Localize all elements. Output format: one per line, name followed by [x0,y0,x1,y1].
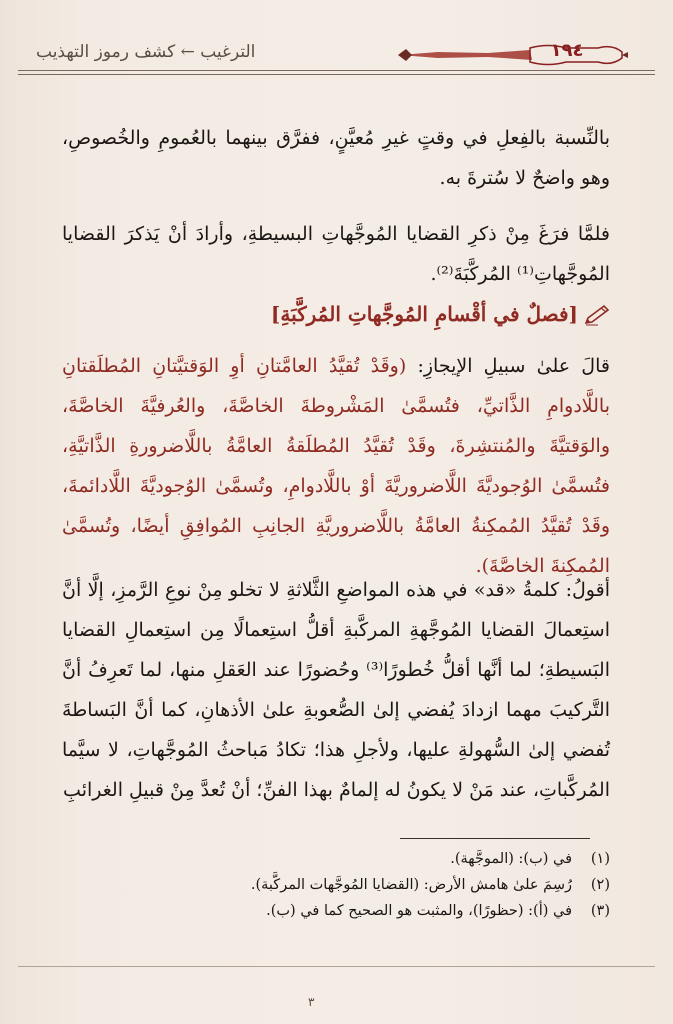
footnote: (٢)رُسِمَ علىٰ هامش الأرض: (القضايا المُوجَّهات المركَّبة). [250,877,610,893]
header-rule-double [18,74,655,75]
page-number: ١٩٤ [550,40,584,61]
footnote: (٣)في (أ): (حظورًا)، والمثبت هو الصحيح كما في (ب). [266,903,610,919]
section-heading-text: [فصلٌ في أقْسامِ المُوجَّهاتِ المُركَّبَةِ] [270,302,578,326]
header-rule [18,70,655,71]
paragraph-2: فلمَّا فرَغَ مِنْ ذكرِ القضايا المُوجَّهاتِ البسيطةِ، وأرادَ أنْ يَذكرَ القضايا المُوجَّهاتِ⁽¹⁾ المُركَّبَةَ⁽²⁾. [62,223,610,285]
page-header [18,30,655,82]
paragraph-1: بالنِّسبة بالفِعلِ في وقتٍ غيرِ مُعيَّنٍ، ففرَّق بينهما بالعُمومِ والخُصوصِ، وهو واضحٌ لا سُترةَ به. [62,127,610,189]
footnote-separator [400,838,590,839]
paragraph-4: أقولُ: كلمةُ «قد» في هذه المواضعِ الثَّلاثةِ لا تخلو مِنْ نوعِ الرَّمزِ، إلَّا أنَّ استِعمالَ القضايا المُوجَّهةِ المركَّبةِ أقلُّ استِعمالًا مِن استِعمالِ القضايا البَسيطةِ؛ لما أنَّها أقلُّ خُطورًا⁽³⁾ وحُضورًا عند العَقلِ منها، لما تَعرِفُ أنَّ التَّركيبَ مهما ازدادَ يُفضي إلىٰ الصُّعوبةِ علىٰ الأذهانِ، كما أنَّ البَساطةَ تُفضي إلىٰ السُّهولةِ عليها، ولأجلِ هذا؛ تكادُ مَباحثُ المُوجَّهاتِ، لا سيَّما المُركَّباتِ، عند مَنْ لا يكونُ له إلمامٌ بهذا الفنِّ؛ أنْ تُعدَّ مِنْ قبيلِ الغرائبِ [62,579,611,801]
bottom-mark: ٣ [308,995,315,1009]
footnotes [62,846,610,924]
pen-icon [584,304,610,326]
running-title: الترغيب ← كشف رموز التهذيب [36,42,256,62]
quote-lead: قالَ علىٰ سبيلِ الإيجازِ: [406,355,610,377]
paragraph-3 [62,346,610,586]
footnote: (١)في (ب): (الموجَّهة). [450,851,610,867]
bottom-rule [18,966,655,967]
matn-quote: (وقَدْ تُقيَّدُ العامَّتانِ أوِ الوَقتيَّتانِ المُطلَقتانِ باللَّادوامِ الذَّاتيِّ، فتُسمَّىٰ المَشْروطةَ الخاصَّةَ، والعُرفيَّةَ الخاصَّةَ، والوَقتيَّةَ والمُنتشِرةَ، وقَدْ تُقيَّدُ المُطلَقةُ العامَّةُ باللَّاضرورةِ الذَّاتيَّةِ، فتُسمَّىٰ الوُجوديَّةَ اللَّاضروريَّةَ أوْ باللَّادوامِ، وتُسمَّىٰ الوُجوديَّةَ اللَّادائمةَ، وقَدْ تُقيَّدُ المُمكِنةُ العامَّةُ باللَّاضروريَّةِ الجانِبِ المُوافِقِ أيضًا، وتُسمَّىٰ المُمكِنةَ الخاصَّةَ). [62,355,610,577]
section-heading [270,300,610,336]
